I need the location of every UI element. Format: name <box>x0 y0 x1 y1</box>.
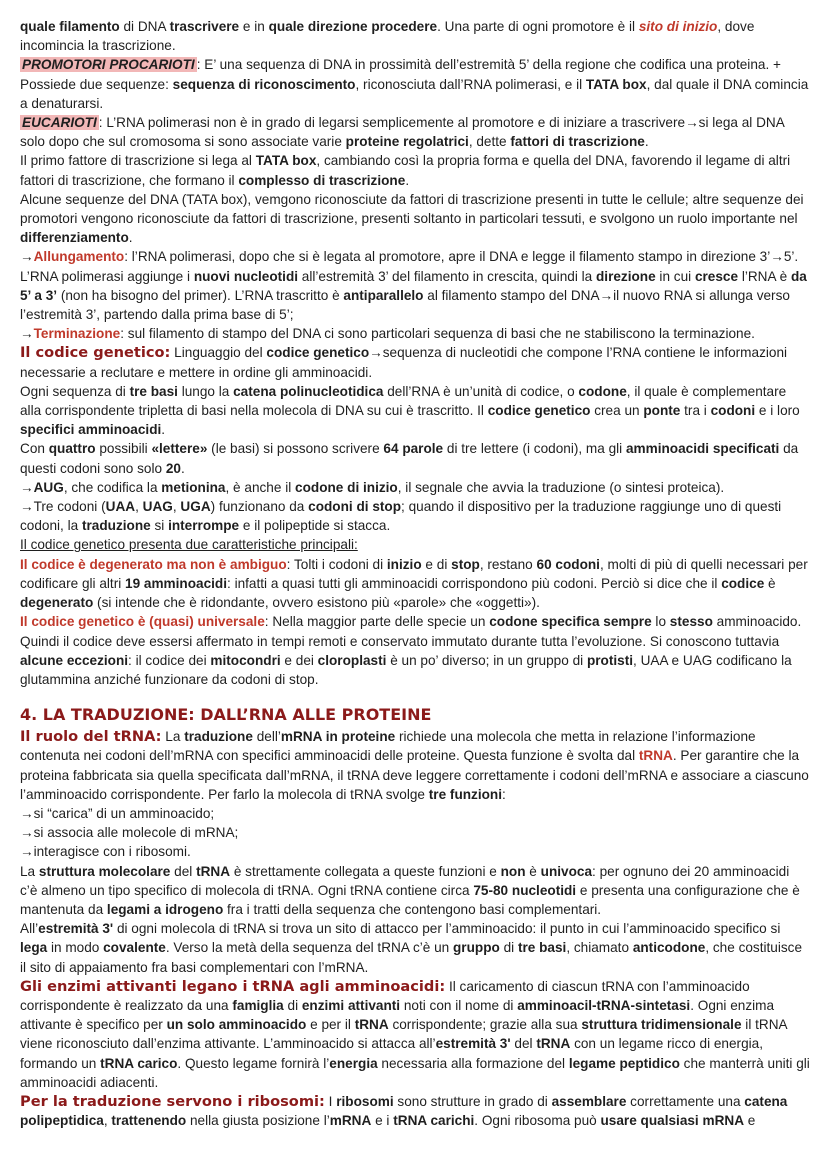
paragraph-promotore-intro: quale filamento di DNA trascrivere e in quale direzione procedere. Una parte di ogni promotore è il sito di inizio, dove incomincia la trascrizione. <box>20 19 755 54</box>
list-item: →si “carica” di un amminoacido; <box>20 805 215 821</box>
subheading: Il ruolo del tRNA: <box>20 728 162 746</box>
paragraph-caratteristiche: Il codice genetico presenta due caratteristiche principali: <box>20 537 358 553</box>
arrow-icon: → <box>20 249 34 265</box>
paragraph-tata-box: Il primo fattore di trascrizione si lega al TATA box, cambiando così la propria forma e quella del DNA, favorendo il legame di altri fattori di trascrizione, che formano il complesso di trascrizione. <box>20 153 791 188</box>
paragraph-allungamento: →Allungamento: l’RNA polimerasi, dopo che si è legata al promotore, apre il DNA e legge il filamento stampo in direzione 3’→5’. L’RNA polimerasi aggiunge i nuovi nucleotidi all’estremità 3’ del filamento in crescita, quindi la direzione in cui cresce l’RNA è da 5’ a 3’ (non ha bisogno del primer). L’RNA trascritto è antiparallelo al filamento stampo del DNA→il nuovo RNA si allunga verso l’estremità 3’, partendo dalla prima base di 5’; <box>20 249 807 323</box>
section-heading: 4. LA TRADUZIONE: DALL’RNA ALLE PROTEINE <box>20 705 432 725</box>
subheading: Il codice genetico: <box>20 344 171 362</box>
arrow-icon: → <box>20 479 34 495</box>
paragraph-sequenze-dna: Alcune sequenze del DNA (TATA box), vemgono riconosciute da fattori di trascrizione presenti in tutte le cellule; altre sequenze dei promotori vengono riconosciute da fattori di trascrizione, presenti soltanto in particolari tessuti, e svolgono un ruolo importante nel differenziamento. <box>20 191 804 246</box>
list-item: →si associa alle molecole di mRNA; <box>20 825 239 841</box>
arrow-icon: → <box>20 326 34 342</box>
paragraph-codice-genetico: Il codice genetico: Linguaggio del codice genetico→sequenza di nucleotidi che compone l’RNA contiene le informazioni necessarie a reclutare e mettere in ordine gli amminoacidi. <box>20 344 788 380</box>
arrow-icon: → <box>20 499 34 515</box>
subheading: Gli enzimi attivanti legano i tRNA agli amminoacidi: <box>20 977 446 995</box>
paragraph-codoni-stop: →Tre codoni (UAA, UAG, UGA) funzionano da codoni di stop; quando il dispositivo per la traduzione raggiunge uno di questi codoni, la traduzione si interrompe e il polipeptide si stacca. <box>20 499 782 534</box>
paragraph-degenerato: Il codice è degenerato ma non è ambiguo: Tolti i codoni di inizio e di stop, restano 60 codoni, molti di più di quelli necessari per codificare gli altri 19 amminoacidi: infatti a quasi tutti gli amminoacidi corrispondono più codoni. Perciò si dice che il codice è degenerato (si intende che è ridondante, ovvero esistono più «parole» che «oggetti»). <box>20 556 808 611</box>
paragraph-aug: →AUG, che codifica la metionina, è anche il codone di inizio, il segnale che avvia la traduzione (o sintesi proteica). <box>20 479 725 495</box>
paragraph-terminazione: →Terminazione: sul filamento di stampo del DNA ci sono particolari sequenza di basi che ne stabiliscono la terminazione. <box>20 326 755 342</box>
paragraph-ruolo-trna: Il ruolo del tRNA: La traduzione dell’mRNA in proteine richiede una molecola che metta in relazione l’informazione contenuta nei codoni dell’mRNA con specifici amminoacidi delle proteine. Questa funzione è svolta dal tRNA. Per garantire che la proteina fabbricata sia quella specificata dall’mRNA, il tRNA deve leggere correttamente i codoni dell’mRNA e associare a ciascuno l’amminoacido corrispondente. Per farlo la molecola di tRNA svolge tre funzioni: <box>20 728 809 802</box>
highlight-label: EUCARIOTI <box>22 115 97 131</box>
paragraph-estremita-3: All’estremità 3' di ogni molecola di tRNA si trova un sito di attacco per l’amminoacido: il punto in cui l’amminoacido specifico si lega in modo covalente. Verso la metà della sequenza del tRNA c’è un gruppo di tre basi, chiamato anticodone, che costituisce il sito di appaiamento fra basi complementari con l’mRNA. <box>20 921 803 975</box>
highlight-label: PROMOTORI PROCARIOTI <box>22 57 195 73</box>
paragraph-enzimi-attivanti: Gli enzimi attivanti legano i tRNA agli amminoacidi: Il caricamento di ciascun tRNA con l’amminoacido corrispondente è realizzato da una famiglia di enzimi attivanti noti con il nome di amminoacil-tRNA-sintetasi. Ogni enzima attivante è specifico per un solo amminoacido e per il tRNA corrispondente; grazie alla sua struttura tridimensionale il tRNA viene riconosciuto dall’enzima attivante. L’amminoacido si attacca all’estremità 3' del tRNA con un legame ricco di energia, formando un tRNA carico. Questo legame fornirà l’energia necessaria alla formazione del legame peptidico che manterrà uniti gli amminoacidi adiacenti. <box>20 977 810 1090</box>
paragraph-struttura-trna: La struttura molecolare del tRNA è strettamente collegata a queste funzioni e non è univoca: per ognuno dei 20 amminoacidi c’è almeno un tipo specifico di molecola di tRNA. Ogni tRNA contiene circa 75-80 nucleotidi e presenta una configurazione che è mantenuta da legami a idrogeno fra i tratti della sequenza che contengono basi complementari. <box>20 863 800 917</box>
paragraph-quattro-lettere: Con quattro possibili «lettere» (le basi) si possono scrivere 64 parole di tre lettere (i codoni), ma gli amminoacidi specificati da questi codoni sono solo 20. <box>20 441 799 476</box>
paragraph-universale: Il codice genetico è (quasi) universale: Nella maggior parte delle specie un codone specifica sempre lo stesso amminoacido. Quindi il codice deve essersi affermato in tempi remoti e conservato immutato durante tutta l’evoluzione. Si conoscono tuttavia alcune eccezioni: il codice dei mitocondri e dei cloroplasti è un po’ diverso; in un gruppo di protisti, UAA e UAG codificano la glutammina anziché funzionare da codoni di stop. <box>20 614 802 687</box>
paragraph-promotori-procarioti: PROMOTORI PROCARIOTI : E’ una sequenza di DNA in prossimità dell’estremità 5’ della regione che codifica una proteina. + Possiede due sequenze: sequenza di riconoscimento, riconosciuta dall’RNA polimerasi, e il TATA box, dal quale il DNA comincia a denaturarsi. <box>20 57 809 111</box>
list-item: →interagisce con i ribosomi. <box>20 844 191 860</box>
paragraph-codone: Ogni sequenza di tre basi lungo la catena polinucleotidica dell’RNA è un’unità di codice, o codone, il quale è complementare alla corrispondente tripletta di basi nella molecola di DNA su cui è trascritto. Il codice genetico crea un ponte tra i codoni e i loro specifici amminoacidi. <box>20 383 800 438</box>
paragraph-eucarioti: EUCARIOTI : L’RNA polimerasi non è in grado di legarsi semplicemente al promotore e di iniziare a trascrivere→si lega al DNA solo dopo che sul cromosoma si sono associate varie proteine regolatrici, dette fattori di trascrizione. <box>20 115 785 150</box>
subheading: Per la traduzione servono i ribosomi: <box>20 1092 325 1110</box>
paragraph-ribosomi: Per la traduzione servono i ribosomi: I ribosomi sono strutture in grado di assemblare correttamente una catena polipeptidica, trattenendo nella giusta posizione l’mRNA e i tRNA carichi. Ogni ribosoma può usare qualsiasi mRNA e <box>20 1092 788 1129</box>
